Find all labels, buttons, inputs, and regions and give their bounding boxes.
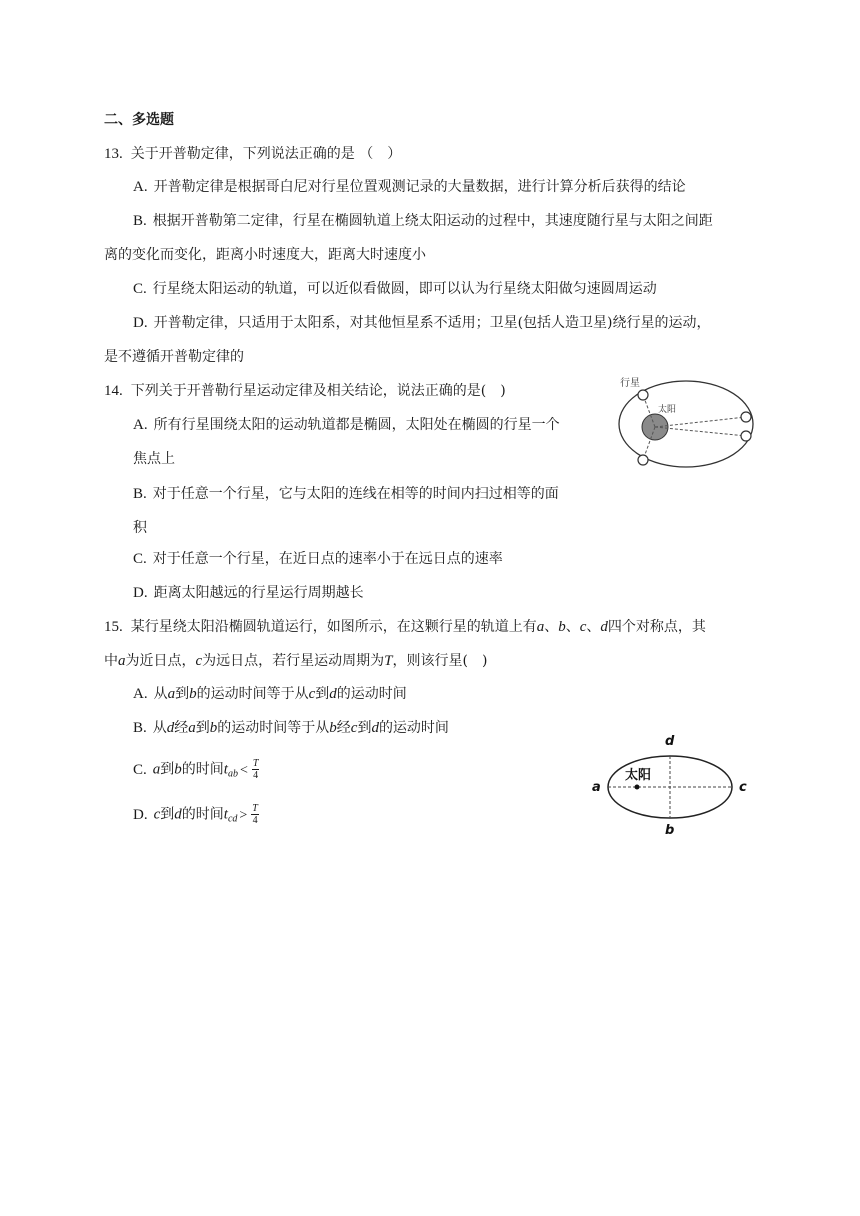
var-c: c: [308, 686, 316, 702]
q15-option-b: [133, 718, 449, 738]
var-d: d: [166, 720, 175, 736]
fraction-denominator: 4: [252, 815, 258, 826]
q13-option-b-cont: 离的变化而变化，距离小时速度大，距离大时速度小: [104, 247, 426, 263]
option-letter: C.: [133, 761, 147, 778]
sep: 、: [544, 619, 559, 635]
option-letter: D.: [133, 806, 148, 823]
question-13-stem: [104, 144, 401, 164]
question-number: 13.: [104, 146, 123, 162]
q13-option-a: [133, 177, 686, 197]
fraction-numerator: T: [252, 803, 258, 814]
option-text: 对于任意一个行星，在近日点的速率小于在远日点的速率: [152, 551, 503, 567]
option-text: 的时间: [181, 806, 224, 823]
var-a: a: [152, 761, 161, 778]
var-T: T: [384, 653, 393, 669]
option-text: 经: [174, 720, 189, 736]
var-d: d: [600, 619, 608, 635]
subscript: ab: [227, 768, 238, 780]
var-c: c: [350, 720, 358, 736]
option-text: 从: [153, 686, 168, 702]
option-text: 根据开普勒第二定律，行星在椭圆轨道上绕太阳运动的过程中，其速度随行星与太阳之间距: [152, 213, 713, 229]
sep: 、: [586, 619, 601, 635]
q14-option-b: [133, 484, 559, 504]
subscript: cd: [227, 813, 238, 825]
question-text: 下列关于开普勒行星运动定律及相关结论，说法正确的是( ): [130, 383, 506, 399]
option-letter: A.: [133, 686, 148, 702]
question-text: ，则该行星( ): [392, 653, 488, 669]
q15-option-a: [133, 684, 407, 704]
question-text: 为近日点，: [125, 653, 196, 669]
question-14-stem: [104, 381, 506, 401]
q13-option-b: [133, 211, 713, 231]
q14-option-a: [133, 415, 560, 435]
option-text: 的运动时间等于从: [217, 720, 330, 736]
fraction: [251, 803, 259, 826]
q15-option-c: [133, 758, 259, 785]
option-letter: D.: [133, 315, 148, 331]
var-b: b: [209, 720, 218, 736]
var-t: t: [223, 806, 228, 823]
option-text: 的运动时间等于从: [196, 686, 309, 702]
option-text: 的运动时间: [336, 686, 407, 702]
sector-line: [655, 427, 746, 436]
option-text: 到: [175, 686, 190, 702]
option-text: 到: [195, 720, 210, 736]
option-letter: D.: [133, 585, 148, 601]
sun-label: 太阳: [658, 405, 677, 415]
var-d: d: [329, 686, 337, 702]
var-b: b: [189, 686, 197, 702]
q14-option-c: [133, 549, 503, 569]
var-b: b: [558, 619, 566, 635]
sector-line: [655, 417, 746, 427]
sun-label: 太阳: [625, 768, 652, 783]
option-text: 行星绕太阳运动的轨道，可以近似看做圆，即可以认为行星绕太阳做匀速圆周运动: [152, 281, 657, 297]
orbit-figure-q14: [612, 372, 760, 472]
option-letter: B.: [133, 720, 147, 736]
var-c: c: [195, 653, 203, 669]
option-letter: C.: [133, 551, 147, 567]
q14-option-d: [133, 583, 364, 603]
planet-icon: [741, 431, 751, 441]
point-c-label: c: [739, 780, 747, 795]
var-d: d: [174, 806, 182, 823]
fraction-denominator: 4: [253, 770, 259, 781]
var-a: a: [118, 653, 126, 669]
var-b: b: [329, 720, 337, 736]
planet-label: 行星: [620, 378, 640, 389]
sun-icon: [635, 785, 640, 790]
planet-icon: [741, 412, 751, 422]
option-letter: B.: [133, 213, 147, 229]
option-text: 到: [160, 761, 175, 778]
planet-icon: [638, 390, 648, 400]
option-letter: A.: [133, 417, 148, 433]
question-number: 15.: [104, 619, 123, 635]
fraction-numerator: T: [252, 758, 259, 769]
point-a-label: a: [592, 780, 601, 795]
option-text: 所有行星围绕太阳的运动轨道都是椭圆，太阳处在椭圆的行星一个: [153, 417, 560, 433]
question-text: 为远日点，若行星运动周期为: [202, 653, 385, 669]
var-c: c: [153, 806, 161, 823]
option-text: 到: [160, 806, 175, 823]
q15-option-d: [133, 803, 259, 830]
fraction: [252, 758, 260, 781]
var-a: a: [536, 619, 545, 635]
q14-option-b-cont: 积: [133, 520, 147, 536]
q14-option-a-cont: 焦点上: [133, 451, 175, 467]
question-15-stem-line2: [104, 651, 487, 671]
option-text: 的运动时间: [378, 720, 449, 736]
option-text: 距离太阳越远的行星运行周期越长: [153, 585, 364, 601]
option-text: 开普勒定律，只适用于太阳系，对其他恒星系不适用；卫星(包括人造卫星)绕行星的运动，: [153, 315, 711, 331]
option-text: 开普勒定律是根据哥白尼对行星位置观测记录的大量数据，进行计算分析后获得的结论: [153, 179, 686, 195]
var-t: t: [223, 761, 228, 778]
option-text: 经: [336, 720, 351, 736]
question-text: 四个对称点，其: [607, 619, 706, 635]
option-text: 到: [357, 720, 372, 736]
option-text: 到: [315, 686, 330, 702]
option-letter: A.: [133, 179, 148, 195]
orbit-figure-q15: [586, 730, 758, 838]
section-title: 二、多选题: [104, 112, 174, 128]
question-text: 中: [104, 653, 118, 669]
var-a: a: [167, 686, 176, 702]
option-text: 对于任意一个行星，它与太阳的连线在相等的时间内扫过相等的面: [152, 486, 559, 502]
point-b-label: b: [665, 823, 675, 838]
question-15-stem-line1: [104, 617, 706, 637]
sep: 、: [565, 619, 580, 635]
q13-option-c: [133, 279, 657, 299]
question-text: 某行星绕太阳沿椭圆轨道运行，如图所示，在这颗行星的轨道上有: [130, 619, 537, 635]
q13-option-d: [133, 313, 711, 333]
var-a: a: [188, 720, 196, 736]
option-letter: B.: [133, 486, 147, 502]
var-c: c: [579, 619, 587, 635]
q13-option-d-cont: 是不遵循开普勒定律的: [104, 349, 244, 365]
point-d-label: d: [665, 734, 675, 749]
option-letter: C.: [133, 281, 147, 297]
option-text: 从: [152, 720, 167, 736]
var-b: b: [174, 761, 182, 778]
question-text: 关于开普勒定律，下列说法正确的是 （ ）: [130, 146, 402, 162]
var-d: d: [371, 720, 379, 736]
planet-icon: [638, 455, 648, 465]
operator: >: [239, 807, 248, 823]
question-number: 14.: [104, 383, 123, 399]
option-text: 的时间: [181, 761, 224, 778]
operator: <: [239, 762, 248, 778]
